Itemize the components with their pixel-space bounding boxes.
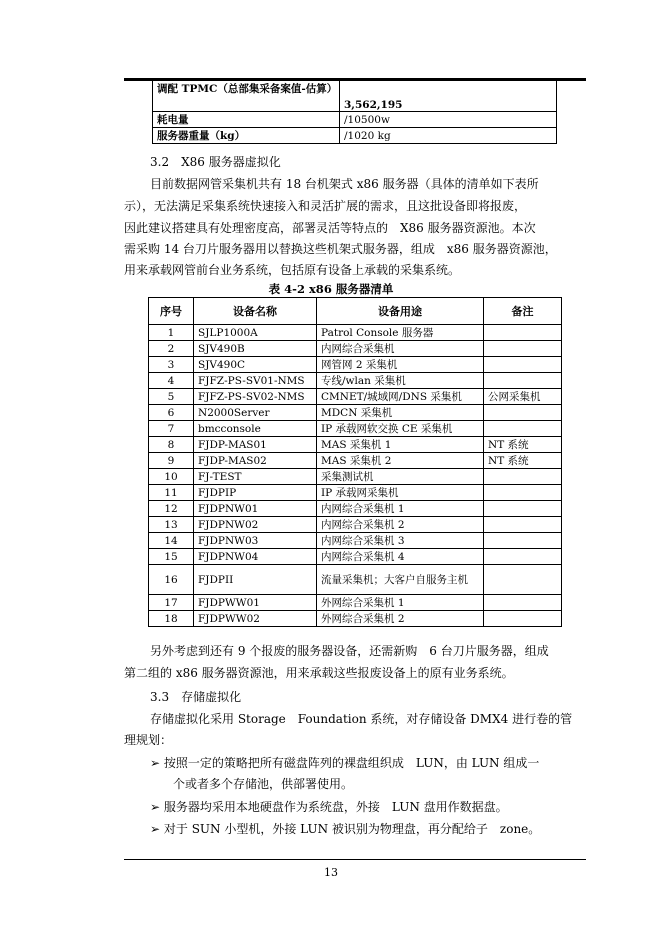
cell-device-name: FJDP-MAS02	[194, 453, 317, 469]
cell-device-name: FJDPIP	[194, 485, 317, 501]
bullet-text: 服务器均采用本地硬盘作为系统盘，外接 LUN 盘用作数据盘。	[163, 800, 508, 814]
page-number: 13	[324, 866, 338, 879]
paragraph-line: 另外考虑到还有 9 个报废的服务器设备，还需新购 6 台刀片服务器，组成	[150, 644, 549, 658]
cell-remark	[484, 373, 562, 389]
bullet-text: 对于 SUN 小型机，外接 LUN 被识别为物理盘，再分配给子 zone。	[163, 822, 541, 836]
cell-index: 9	[149, 453, 194, 469]
cell-device-use: 内网综合采集机	[317, 341, 484, 357]
cell-index: 1	[149, 325, 194, 341]
cell-remark	[484, 325, 562, 341]
cell-device-use: 外网综合采集机 2	[317, 611, 484, 627]
cell-index: 12	[149, 501, 194, 517]
table-row	[149, 357, 562, 373]
table-row	[149, 405, 562, 421]
cell-index: 6	[149, 405, 194, 421]
cell-device-use: 网管网 2 采集机	[317, 357, 484, 373]
spec-table	[152, 80, 557, 144]
cell-remark: 公网采集机	[484, 389, 562, 405]
cell-remark: NT 系统	[484, 437, 562, 453]
cell-device-name: FJDPNW02	[194, 517, 317, 533]
table-row	[149, 421, 562, 437]
spec-value: 3,562,195	[340, 81, 557, 112]
cell-remark	[484, 341, 562, 357]
table-row	[149, 469, 562, 485]
column-header: 设备名称	[194, 298, 317, 325]
bullet-item	[150, 798, 508, 815]
cell-device-name: FJDPNW04	[194, 549, 317, 565]
cell-index: 16	[149, 565, 194, 595]
table-row	[149, 437, 562, 453]
table-row	[149, 533, 562, 549]
table-row	[149, 549, 562, 565]
cell-index: 17	[149, 595, 194, 611]
cell-device-use: IP 承载网采集机	[317, 485, 484, 501]
cell-device-name: FJDP-MAS01	[194, 437, 317, 453]
cell-index: 8	[149, 437, 194, 453]
cell-device-name: FJ-TEST	[194, 469, 317, 485]
cell-remark	[484, 421, 562, 437]
cell-index: 15	[149, 549, 194, 565]
column-header: 设备用途	[317, 298, 484, 325]
paragraph-line: 理规划：	[124, 733, 173, 747]
cell-index: 11	[149, 485, 194, 501]
paragraph-line: 因此建议搭建具有处理密度高，部署灵活等特点的 X86 服务器资源池。本次	[124, 221, 536, 235]
cell-remark	[484, 533, 562, 549]
cell-device-use: CMNET/城域网/DNS 采集机	[317, 389, 484, 405]
bullet-arrow-icon: ➢	[150, 756, 161, 770]
cell-index: 3	[149, 357, 194, 373]
table-row	[149, 595, 562, 611]
cell-device-use: 专线/wlan 采集机	[317, 373, 484, 389]
cell-index: 13	[149, 517, 194, 533]
cell-remark: NT 系统	[484, 453, 562, 469]
table-row	[149, 373, 562, 389]
cell-remark	[484, 549, 562, 565]
table-row	[149, 485, 562, 501]
column-header: 备注	[484, 298, 562, 325]
cell-device-name: FJDPNW01	[194, 501, 317, 517]
cell-index: 4	[149, 373, 194, 389]
spec-value: /10500w	[340, 112, 557, 128]
cell-device-name: FJFZ-PS-SV01-NMS	[194, 373, 317, 389]
cell-device-use: MAS 采集机 2	[317, 453, 484, 469]
table-row	[149, 565, 562, 595]
table-row	[149, 611, 562, 627]
cell-remark	[484, 501, 562, 517]
spec-value: /1020 kg	[340, 128, 557, 144]
cell-device-use: MAS 采集机 1	[317, 437, 484, 453]
section-heading-3-3: 3.3 存储虚拟化	[150, 690, 242, 704]
footer-rule	[124, 859, 586, 860]
cell-device-use: Patrol Console 服务器	[317, 325, 484, 341]
paragraph-line: 第二组的 x86 服务器资源池，用来承载这些报废设备上的原有业务系统。	[124, 666, 514, 680]
cell-remark	[484, 469, 562, 485]
table-row	[149, 453, 562, 469]
cell-device-name: SJV490C	[194, 357, 317, 373]
bullet-arrow-icon: ➢	[150, 800, 161, 814]
cell-device-name: SJLP1000A	[194, 325, 317, 341]
paragraph-line: 需采购 14 台刀片服务器用以替换这些机架式服务器，组成 x86 服务器资源池，	[124, 242, 557, 256]
cell-index: 2	[149, 341, 194, 357]
bullet-continuation: 个或者多个存储池，供部署使用。	[173, 777, 354, 791]
cell-index: 14	[149, 533, 194, 549]
cell-remark	[484, 611, 562, 627]
cell-device-use: 采集测试机	[317, 469, 484, 485]
cell-remark	[484, 565, 562, 595]
bullet-item	[150, 820, 540, 837]
cell-remark	[484, 357, 562, 373]
table-row	[149, 389, 562, 405]
paragraph-line: 目前数据网管采集机共有 18 台机架式 x86 服务器（具体的清单如下表所	[150, 177, 539, 191]
cell-index: 5	[149, 389, 194, 405]
paragraph-line: 用来承载网管前台业务系统，包括原有设备上承载的采集系统。	[124, 263, 461, 277]
spec-key: 调配 TPMC（总部集采备案值-估算）	[153, 81, 340, 112]
cell-device-name: FJDPII	[194, 565, 317, 595]
cell-remark	[484, 517, 562, 533]
paragraph-line: 存储虚拟化采用 Storage Foundation 系统，对存储设备 DMX4 进行卷的管	[150, 712, 573, 726]
cell-device-use: IP 承载网软交换 CE 采集机	[317, 421, 484, 437]
cell-device-use: 内网综合采集机 4	[317, 549, 484, 565]
table-row	[149, 501, 562, 517]
paragraph-line: 示），无法满足采集系统快速接入和灵活扩展的需求，且这批设备即将报废，	[124, 199, 527, 213]
table-row	[149, 341, 562, 357]
bullet-text: 按照一定的策略把所有磁盘阵列的裸盘组织成 LUN，由 LUN 组成一	[163, 756, 540, 770]
cell-device-use: 内网综合采集机 2	[317, 517, 484, 533]
cell-device-use: 流量采集机；大客户自服务主机	[317, 565, 484, 595]
column-header: 序号	[149, 298, 194, 325]
spec-key: 服务器重量（kg）	[153, 128, 340, 144]
cell-device-use: 内网综合采集机 1	[317, 501, 484, 517]
cell-index: 7	[149, 421, 194, 437]
cell-device-use: MDCN 采集机	[317, 405, 484, 421]
table-row	[153, 128, 557, 144]
cell-device-use: 内网综合采集机 3	[317, 533, 484, 549]
bullet-arrow-icon: ➢	[150, 822, 161, 836]
cell-device-name: FJFZ-PS-SV02-NMS	[194, 389, 317, 405]
section-heading-3-2: 3.2 X86 服务器虚拟化	[150, 155, 281, 169]
table-row	[149, 517, 562, 533]
table-row	[153, 81, 557, 112]
cell-index: 10	[149, 469, 194, 485]
cell-device-name: N2000Server	[194, 405, 317, 421]
cell-remark	[484, 485, 562, 501]
server-table	[148, 297, 562, 627]
cell-device-name: bmcconsole	[194, 421, 317, 437]
cell-device-name: FJDPWW02	[194, 611, 317, 627]
cell-device-use: 外网综合采集机 1	[317, 595, 484, 611]
table-caption: 表 4-2 x86 服务器清单	[268, 282, 394, 296]
cell-device-name: FJDPWW01	[194, 595, 317, 611]
bullet-item	[150, 754, 539, 771]
cell-device-name: FJDPNW03	[194, 533, 317, 549]
table-header-row	[149, 298, 562, 325]
spec-key: 耗电量	[153, 112, 340, 128]
table-row	[149, 325, 562, 341]
cell-device-name: SJV490B	[194, 341, 317, 357]
cell-index: 18	[149, 611, 194, 627]
cell-remark	[484, 405, 562, 421]
cell-remark	[484, 595, 562, 611]
table-row	[153, 112, 557, 128]
